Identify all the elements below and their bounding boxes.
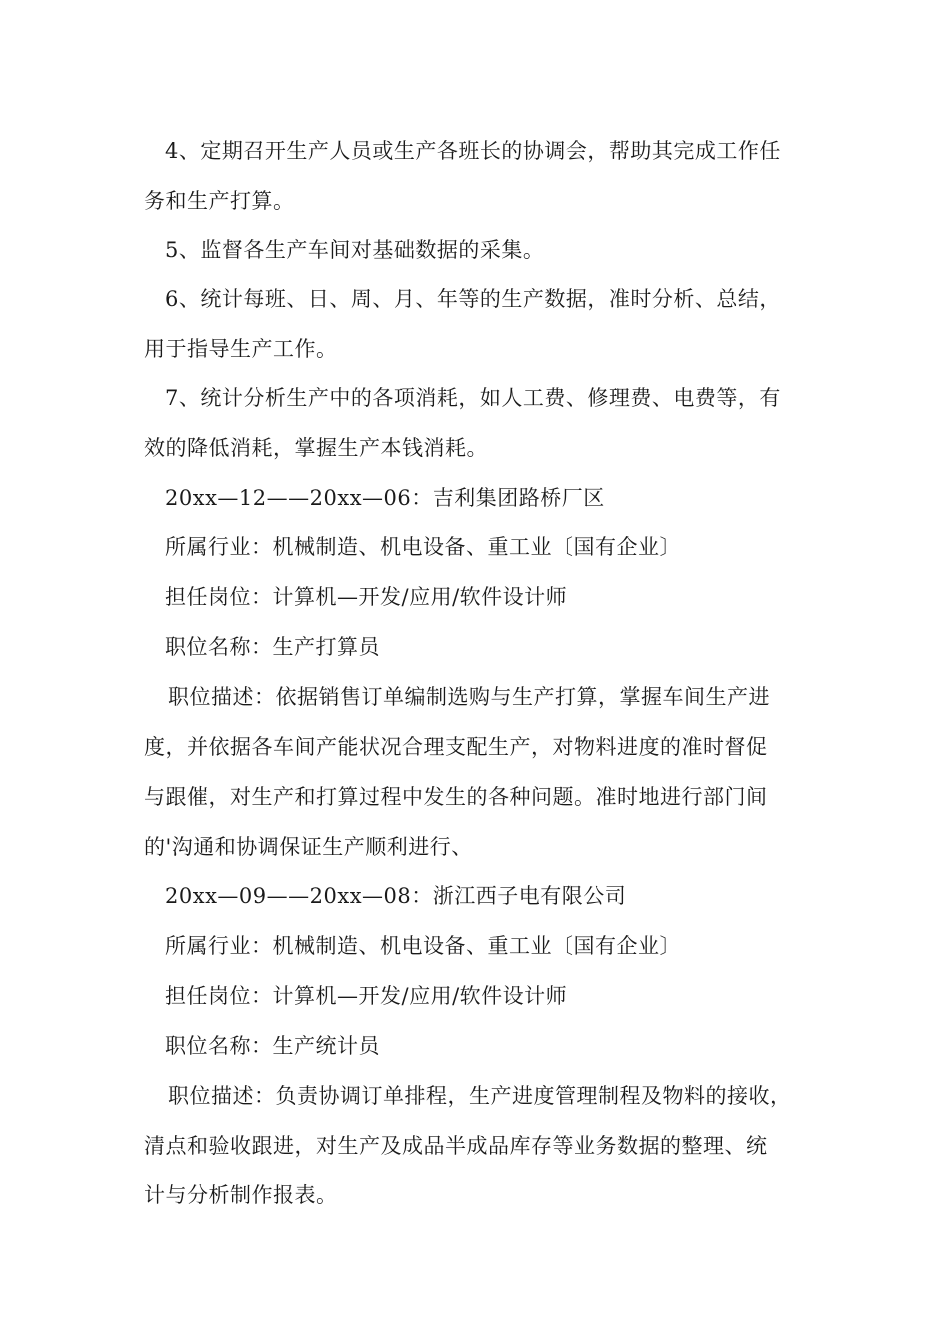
- paragraph-line: 与跟催，对生产和打算过程中发生的各种问题。准时地进行部门间: [144, 785, 768, 809]
- paragraph-line: 务和生产打算。: [144, 189, 295, 213]
- paragraph-line: 4、定期召开生产人员或生产各班长的协调会，帮助其完成工作任: [165, 139, 781, 163]
- paragraph-line: 6、统计每班、日、周、月、年等的生产数据，准时分析、总结，: [165, 287, 781, 311]
- paragraph-line: 20xx—12——20xx—06：吉利集团路桥厂区: [165, 486, 605, 510]
- paragraph-line: 所属行业：机械制造、机电设备、重工业〔国有企业〕: [165, 934, 681, 958]
- paragraph-line: 7、统计分析生产中的各项消耗，如人工费、修理费、电费等，有: [165, 386, 781, 410]
- paragraph-line: 20xx—09——20xx—08：浙江西子电有限公司: [165, 884, 627, 908]
- paragraph-line: 度，并依据各车间产能状况合理支配生产，对物料进度的准时督促: [144, 735, 768, 759]
- paragraph-line: 担任岗位：计算机—开发/应用/软件设计师: [165, 984, 568, 1008]
- paragraph-line: 5、监督各生产车间对基础数据的采集。: [165, 238, 545, 262]
- paragraph-line: 计与分析制作报表。: [144, 1183, 338, 1207]
- paragraph-line: 用于指导生产工作。: [144, 337, 338, 361]
- paragraph-line: 职位描述：负责协调订单排程，生产进度管理制程及物料的接收，: [168, 1084, 792, 1108]
- paragraph-line: 所属行业：机械制造、机电设备、重工业〔国有企业〕: [165, 535, 681, 559]
- paragraph-line: 职位名称：生产统计员: [165, 1034, 380, 1058]
- paragraph-line: 效的降低消耗，掌握生产本钱消耗。: [144, 436, 488, 460]
- paragraph-line: 职位名称：生产打算员: [165, 635, 380, 659]
- paragraph-line: 的'沟通和协调保证生产顺利进行、: [144, 835, 473, 859]
- paragraph-line: 职位描述：依据销售订单编制选购与生产打算，掌握车间生产进: [168, 685, 770, 709]
- paragraph-line: 清点和验收跟进，对生产及成品半成品库存等业务数据的整理、统: [144, 1134, 768, 1158]
- paragraph-line: 担任岗位：计算机—开发/应用/软件设计师: [165, 585, 568, 609]
